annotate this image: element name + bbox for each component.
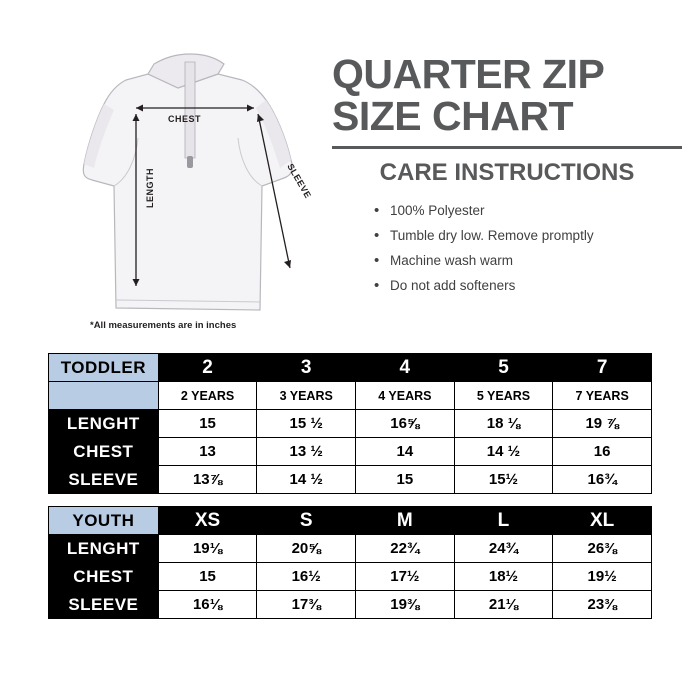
table-row <box>49 591 652 619</box>
table-cell: 17⅜ <box>257 591 356 619</box>
table-header-cell: 5 <box>454 354 553 382</box>
table-cell: 23⅜ <box>553 591 652 619</box>
chest-dimension-label: CHEST <box>168 114 202 124</box>
table-cell: 14 <box>356 438 455 466</box>
table-cell: 5 YEARS <box>454 382 553 410</box>
title-divider <box>332 146 682 149</box>
table-cell: 19⅛ <box>158 535 257 563</box>
table-cell: 13⅞ <box>158 466 257 494</box>
table-cell: 15 <box>158 563 257 591</box>
toddler-size-table <box>48 353 652 494</box>
table-header-cell: 7 <box>553 354 652 382</box>
table-cell: 13 <box>158 438 257 466</box>
table-header-cell: XL <box>553 507 652 535</box>
table-cell: 19⅜ <box>356 591 455 619</box>
row-label: LENGHT <box>49 535 159 563</box>
youth-label: YOUTH <box>49 507 159 535</box>
table-cell: 17½ <box>356 563 455 591</box>
table-cell: 15½ <box>454 466 553 494</box>
toddler-label: TODDLER <box>49 354 159 382</box>
table-row <box>49 563 652 591</box>
table-header-cell: L <box>454 507 553 535</box>
youth-size-table <box>48 506 652 619</box>
table-gap <box>48 494 652 506</box>
table-cell: 7 YEARS <box>553 382 652 410</box>
garment-illustration <box>18 18 328 345</box>
sleeve-dimension-label: SLEEVE <box>285 161 314 201</box>
table-cell: 24¾ <box>454 535 553 563</box>
row-label: CHEST <box>49 563 159 591</box>
table-header-cell: 3 <box>257 354 356 382</box>
table-header-cell: XS <box>158 507 257 535</box>
table-header-cell: 2 <box>158 354 257 382</box>
table-header-cell: S <box>257 507 356 535</box>
table-cell: 21⅛ <box>454 591 553 619</box>
table-cell: 20⅝ <box>257 535 356 563</box>
table-cell: 19½ <box>553 563 652 591</box>
care-instructions-list <box>332 203 682 293</box>
table-row <box>49 438 652 466</box>
table-row <box>49 507 652 535</box>
table-cell: 26⅜ <box>553 535 652 563</box>
table-cell: 16⅛ <box>158 591 257 619</box>
table-row <box>49 410 652 438</box>
table-cell: 16⅝ <box>356 410 455 438</box>
table-row <box>49 535 652 563</box>
table-cell: 15 <box>356 466 455 494</box>
length-dimension-label: LENGTH <box>145 168 155 208</box>
page-title-line2: SIZE CHART <box>332 93 573 140</box>
table-cell: 15 ½ <box>257 410 356 438</box>
top-section <box>0 0 700 345</box>
table-cell: 19 ⅞ <box>553 410 652 438</box>
quarter-zip-drawing <box>18 18 328 318</box>
table-row <box>49 466 652 494</box>
table-cell: 18½ <box>454 563 553 591</box>
table-cell: 4 YEARS <box>356 382 455 410</box>
table-cell: 3 YEARS <box>257 382 356 410</box>
table-cell: 16 <box>553 438 652 466</box>
table-header-cell: M <box>356 507 455 535</box>
table-cell: 14 ½ <box>454 438 553 466</box>
row-label: SLEEVE <box>49 591 159 619</box>
table-cell: 22¾ <box>356 535 455 563</box>
table-cell: 16½ <box>257 563 356 591</box>
table-cell: 13 ½ <box>257 438 356 466</box>
list-item: • Machine wash warm <box>374 253 682 268</box>
spacer-cell <box>49 382 159 410</box>
table-cell: 2 YEARS <box>158 382 257 410</box>
row-label: SLEEVE <box>49 466 159 494</box>
table-cell: 18 ⅛ <box>454 410 553 438</box>
table-cell: 16¾ <box>553 466 652 494</box>
list-item: • Do not add softeners <box>374 278 682 293</box>
row-label: LENGHT <box>49 410 159 438</box>
care-instructions-title: CARE INSTRUCTIONS <box>379 159 635 187</box>
header-text-block <box>328 18 682 345</box>
table-cell: 14 ½ <box>257 466 356 494</box>
table-row <box>49 354 652 382</box>
list-item: • 100% Polyester <box>374 203 682 218</box>
measurement-note: *All measurements are in inches <box>90 320 237 331</box>
table-cell: 15 <box>158 410 257 438</box>
size-tables <box>0 345 700 619</box>
list-item: • Tumble dry low. Remove promptly <box>374 228 682 243</box>
table-row <box>49 382 652 410</box>
row-label: CHEST <box>49 438 159 466</box>
page-title-line1: QUARTER ZIP <box>332 51 605 97</box>
table-header-cell: 4 <box>356 354 455 382</box>
